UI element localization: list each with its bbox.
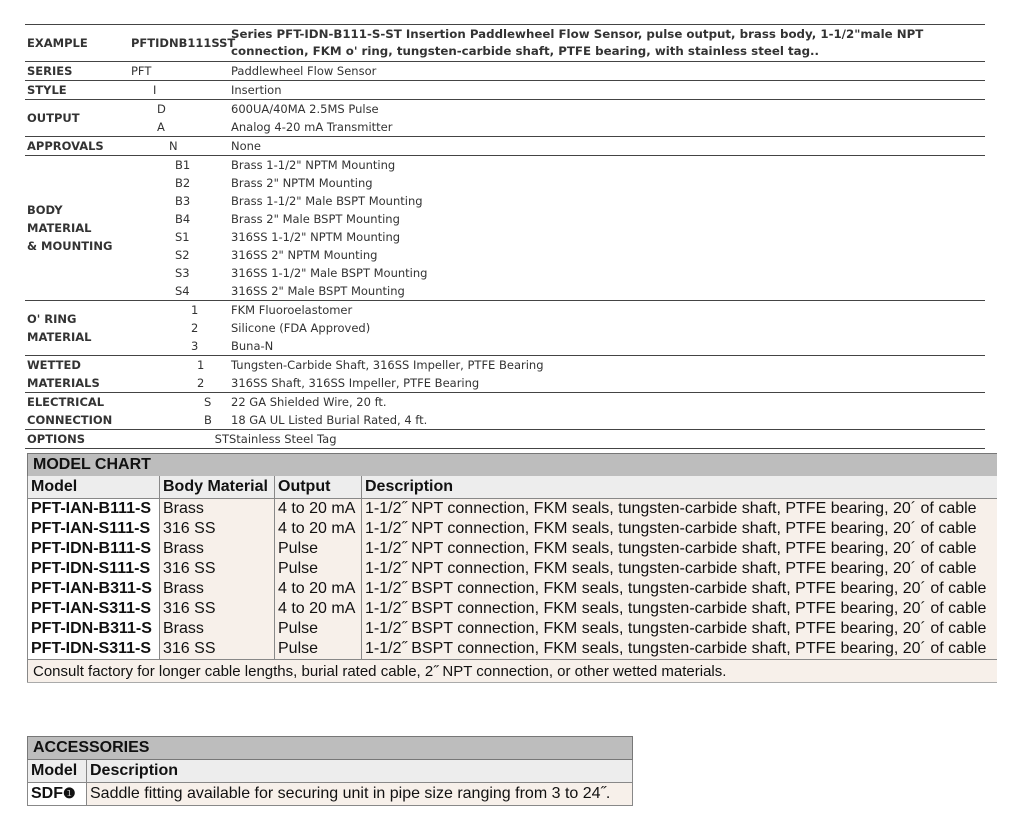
wetted-description: 316SS Shaft, 316SS Impeller, PTFE Bearing — [231, 376, 480, 390]
body-material-row — [25, 282, 985, 301]
options-row — [25, 430, 985, 449]
model-number: PFT-IDN-S311-S — [28, 639, 160, 660]
body-material-row — [25, 264, 985, 282]
output: 4 to 20 mA — [275, 499, 362, 520]
o-ring-row — [25, 301, 985, 320]
body-material: 316 SS — [160, 599, 275, 619]
output: 4 to 20 mA — [275, 599, 362, 619]
body-material: Brass — [160, 579, 275, 599]
table-row — [28, 579, 998, 599]
description: 1-1/2˝ NPT connection, FKM seals, tungsten-carbide shaft, PTFE bearing, 20´ of cable — [362, 539, 998, 559]
electrical-label — [25, 393, 129, 430]
table-row — [28, 499, 998, 520]
example-label: EXAMPLE — [27, 36, 88, 50]
accessories-header-row — [28, 760, 633, 783]
o-ring-code: 3 — [191, 339, 199, 353]
body-material: Brass — [160, 499, 275, 520]
output: Pulse — [275, 559, 362, 579]
output: Pulse — [275, 639, 362, 660]
description: 1-1/2˝ BSPT connection, FKM seals, tungsten-carbide shaft, PTFE bearing, 20´ of cable — [362, 599, 998, 619]
description: 1-1/2˝ NPT connection, FKM seals, tungsten-carbide shaft, PTFE bearing, 20´ of cable — [362, 499, 998, 520]
body-material: Brass — [160, 539, 275, 559]
body-material-code: S1 — [175, 230, 190, 244]
footnote-marker-icon: ❶ — [63, 785, 76, 801]
table-row — [28, 783, 633, 806]
body-material-label-line2: & MOUNTING — [27, 239, 113, 253]
description: 1-1/2˝ NPT connection, FKM seals, tungsten-carbide shaft, PTFE bearing, 20´ of cable — [362, 519, 998, 539]
o-ring-code: 1 — [191, 303, 199, 317]
column-header-body-material: Body Material — [160, 476, 275, 499]
output-description: 600UA/40MA 2.5MS Pulse — [231, 102, 379, 116]
electrical-row — [25, 411, 985, 430]
o-ring-label-line2: MATERIAL — [27, 330, 92, 344]
body-material-code: B4 — [175, 212, 191, 226]
accessory-model — [28, 783, 87, 806]
column-header-description: Description — [87, 760, 633, 783]
body-material-row — [25, 228, 985, 246]
body-material-code: B3 — [175, 194, 191, 208]
output: 4 to 20 mA — [275, 519, 362, 539]
body-material: 316 SS — [160, 559, 275, 579]
body-material-code: B1 — [175, 158, 191, 172]
model-number: PFT-IAN-S111-S — [28, 519, 160, 539]
model-number: PFT-IAN-B311-S — [28, 579, 160, 599]
wetted-code: 1 — [197, 358, 205, 372]
table-row — [28, 619, 998, 639]
electrical-label-line1: ELECTRICAL — [27, 395, 105, 409]
description: 1-1/2˝ NPT connection, FKM seals, tungsten-carbide shaft, PTFE bearing, 20´ of cable — [362, 559, 998, 579]
body-material: Brass — [160, 619, 275, 639]
accessories-title: ACCESSORIES — [28, 737, 633, 760]
body-material-row — [25, 210, 985, 228]
table-row — [28, 539, 998, 559]
o-ring-code: 2 — [191, 321, 199, 335]
wetted-label-line2: MATERIALS — [27, 376, 100, 390]
body-material-description: 316SS 1-1/2" Male BSPT Mounting — [231, 266, 428, 280]
output-label: OUTPUT — [27, 111, 80, 125]
body-material-label-line1: BODY MATERIAL — [27, 203, 92, 235]
o-ring-row — [25, 337, 985, 356]
table-row — [28, 639, 998, 660]
body-material-description: Brass 2" Male BSPT Mounting — [231, 212, 400, 226]
output-row — [25, 100, 985, 119]
example-code: PFTIDNB111SST — [131, 36, 236, 50]
options-label: OPTIONS — [27, 432, 86, 446]
electrical-code: S — [204, 395, 212, 409]
o-ring-label — [25, 301, 129, 356]
series-description: Paddlewheel Flow Sensor — [231, 64, 377, 78]
wetted-label — [25, 356, 129, 393]
series-label: SERIES — [27, 64, 73, 78]
model-number: PFT-IAN-S311-S — [28, 599, 160, 619]
accessory-description: Saddle fitting available for securing unit in pipe size ranging from 3 to 24˝. — [87, 783, 633, 806]
options-description: Stainless Steel Tag — [229, 432, 337, 446]
output: 4 to 20 mA — [275, 579, 362, 599]
column-header-output: Output — [275, 476, 362, 499]
body-material: 316 SS — [160, 639, 275, 660]
column-header-model: Model — [28, 760, 87, 783]
style-row — [25, 81, 985, 100]
output-description: Analog 4-20 mA Transmitter — [231, 120, 393, 134]
table-row — [28, 519, 998, 539]
electrical-description: 22 GA Shielded Wire, 20 ft. — [231, 395, 387, 409]
series-row — [25, 62, 985, 81]
output: Pulse — [275, 539, 362, 559]
body-material-row — [25, 246, 985, 264]
body-material-description: Brass 1-1/2" NPTM Mounting — [231, 158, 396, 172]
o-ring-description: FKM Fluoroelastomer — [231, 303, 353, 317]
description: 1-1/2˝ BSPT connection, FKM seals, tungsten-carbide shaft, PTFE bearing, 20´ of cable — [362, 639, 998, 660]
model-chart-table — [27, 453, 997, 683]
style-code: I — [153, 83, 157, 97]
body-material-row — [25, 156, 985, 175]
wetted-description: Tungsten-Carbide Shaft, 316SS Impeller, PTFE Bearing — [231, 358, 544, 372]
style-description: Insertion — [231, 83, 282, 97]
body-material-description: Brass 1-1/2" Male BSPT Mounting — [231, 194, 423, 208]
series-code: PFT — [131, 64, 152, 78]
wetted-row — [25, 374, 985, 393]
body-material-code: S3 — [175, 266, 190, 280]
table-row — [28, 599, 998, 619]
body-material-description: 316SS 2" Male BSPT Mounting — [231, 284, 405, 298]
o-ring-label-line1: O' RING — [27, 312, 77, 326]
ordering-code-table — [25, 24, 985, 449]
wetted-row — [25, 356, 985, 375]
o-ring-row — [25, 319, 985, 337]
model-number: PFT-IDN-B111-S — [28, 539, 160, 559]
options-code: ST — [214, 432, 229, 446]
approvals-label: APPROVALS — [27, 139, 104, 153]
model-chart-header-row — [28, 476, 998, 499]
body-material-label — [25, 156, 129, 301]
wetted-code: 2 — [197, 376, 205, 390]
electrical-description: 18 GA UL Listed Burial Rated, 4 ft. — [231, 413, 428, 427]
approvals-row — [25, 137, 985, 156]
table-row — [28, 559, 998, 579]
body-material-code: S2 — [175, 248, 190, 262]
model-number: PFT-IAN-B111-S — [28, 499, 160, 520]
o-ring-description: Silicone (FDA Approved) — [231, 321, 371, 335]
model-chart-footnote: Consult factory for longer cable lengths, burial rated cable, 2˝ NPT connection, or other wetted materials. — [28, 660, 998, 683]
example-row — [25, 25, 985, 62]
accessory-model-number: SDF — [31, 785, 63, 802]
body-material-code: S4 — [175, 284, 190, 298]
description: 1-1/2˝ BSPT connection, FKM seals, tungsten-carbide shaft, PTFE bearing, 20´ of cable — [362, 619, 998, 639]
column-header-description: Description — [362, 476, 998, 499]
model-chart-title: MODEL CHART — [28, 454, 998, 477]
electrical-row — [25, 393, 985, 412]
body-material-description: 316SS 2" NPTM Mounting — [231, 248, 378, 262]
body-material-row — [25, 174, 985, 192]
model-number: PFT-IDN-B311-S — [28, 619, 160, 639]
output-row — [25, 118, 985, 137]
body-material: 316 SS — [160, 519, 275, 539]
accessories-table — [27, 736, 633, 806]
column-header-model: Model — [28, 476, 160, 499]
body-material-row — [25, 192, 985, 210]
approvals-description: None — [231, 139, 262, 153]
output-code: D — [157, 102, 166, 116]
o-ring-description: Buna-N — [231, 339, 274, 353]
body-material-description: 316SS 1-1/2" NPTM Mounting — [231, 230, 401, 244]
example-description: Series PFT-IDN-B111-S-ST Insertion Paddlewheel Flow Sensor, pulse output, brass body, 1-1/2"male NPT connection, FKM o' ring, tungsten-carbide shaft, PTFE bearing, with stainless steel tag.. — [231, 27, 924, 58]
approvals-code: N — [169, 139, 178, 153]
electrical-label-line2: CONNECTION — [27, 413, 113, 427]
description: 1-1/2˝ BSPT connection, FKM seals, tungsten-carbide shaft, PTFE bearing, 20´ of cable — [362, 579, 998, 599]
model-chart-footnote-row — [28, 660, 998, 683]
output: Pulse — [275, 619, 362, 639]
body-material-description: Brass 2" NPTM Mounting — [231, 176, 373, 190]
style-label: STYLE — [27, 83, 67, 97]
body-material-code: B2 — [175, 176, 191, 190]
model-number: PFT-IDN-S111-S — [28, 559, 160, 579]
electrical-code: B — [204, 413, 212, 427]
output-code: A — [157, 120, 165, 134]
wetted-label-line1: WETTED — [27, 358, 81, 372]
